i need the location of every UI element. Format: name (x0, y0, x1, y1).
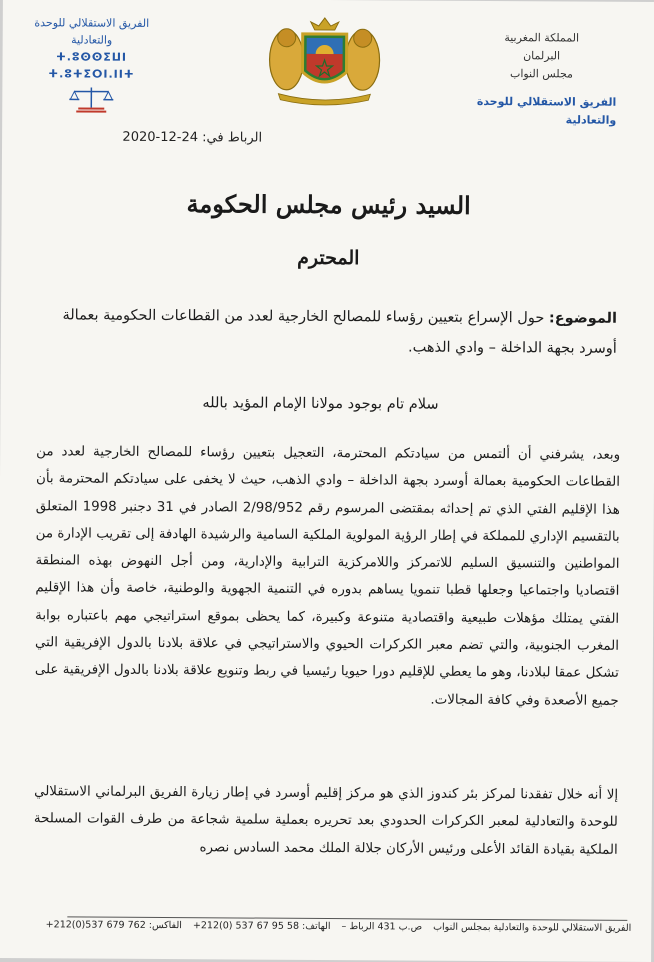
subject-text: حول الإسراع بتعيين رؤساء للمصالح الخارجية لعدد من القطاعات الحكومية بعمالة أوسرد بجهة الداخلة – وادي الذهب. (62, 307, 616, 356)
honorific: المحترم (1, 245, 654, 271)
kingdom-label: المملكة المغربية (467, 29, 617, 48)
header-left (16, 14, 167, 119)
footer-org: الفريق الاستقلالي للوحدة والتعادلية بمجلس النواب (433, 922, 631, 934)
body-paragraph-1: وبعد، يشرفني أن ألتمس من سيادتكم المحترمة، التعجيل بتعيين رؤساء للمصالح الخارجية لعدد من القطاعات الحكومية بعمالة أوسرد بجهة الداخلة – وادي الذهب، حيث لا يخفى على سيادتكم المحترمة بأن هذا الإقليم الفتي الذي تم إحداثه بمقتضى المرسوم رقم 2/98/952 الصادر في 31 دجنبر 1998 المتعلق بالتقسيم الإداري للمملكة في إطار الرؤية المولوية الملكية السامية والرشيدة الهادفة إلى تقريب الإدارة من المواطنين والتنسيق السليم للاتمركز واللامركزية الترابية والإدارية، ومن أجل النهوض بهذه المنطقة اقتصاديا واجتماعيا وجعلها قطبا تنمويا يساهم بدوره في التنمية الجهوية والوطنية، خاصة وأن هذا الإقليم الفتي يمتلك مؤهلات طبيعية واقتصادية متنوعة وكبيرة، كما يحظى بموقع استراتيجي مهم باعتباره بوابة المغرب الجنوبية، والتي تضم معبر الكركرات الحيوي والاستراتيجي في علاقة بلادنا بالدول الإفريقية التي تشكل عمقا لبلادنا، وهو ما يعطي للإقليم دورا حيويا رئيسيا في ربط وتنويع علاقة بلادنا بالدول الإفريقية على جميع الأصعدة وفي كافة المجالات. (35, 438, 621, 715)
header-right (466, 29, 617, 130)
parliament-label: البرلمان (467, 47, 617, 66)
group-name-tifinagh: ⵜ.ⵓⵙⵙⵉⵡⵏ ⵜ.ⵓⵜⵉⵔⵏ.ⵏⵏⵜ (16, 48, 166, 83)
royal-coat-of-arms-icon (264, 14, 385, 107)
subject-line (49, 300, 617, 363)
group-name-arabic: الفريق الاستقلالي للوحدة والتعادلية (17, 14, 167, 49)
scales-logo-icon (66, 85, 116, 113)
date-line: الرباط في: 24-12-2020 (42, 129, 262, 145)
footer-address: ص.ب 431 الرباط – (342, 921, 423, 932)
house-label: مجلس النواب (466, 65, 616, 84)
footer-phone: الهاتف: 58 95 67 537 (0)212+ (193, 920, 331, 932)
greeting-line: سلام تام بوجود مولانا الإمام المؤيد بالله (40, 394, 600, 413)
body-paragraph-2: إلا أنه خلال تفقدنا لمركز بئر كندوز الذي هو مركز إقليم أوسرد في إطار زيارة الفريق البرلماني الاستقلالي للوحدة والتعادلية لمعبر الكركرات الحدودي بعد تحريره بعملية سلمية شجاعة من طرف القوات المسلحة الملكية بقيادة القائد الأعلى ورئيس الأركان جلالة الملك محمد السادس نصره (34, 778, 618, 863)
group-name-right: الفريق الاستقلالي للوحدة والتعادلية (466, 93, 616, 130)
addressee-title: السيد رئيس مجلس الحكومة (2, 188, 654, 221)
subject-label: الموضوع: (549, 310, 617, 326)
footer-contact (57, 919, 635, 934)
footer-fax: الفاكس: 762 679 537(0)212+ (46, 919, 182, 931)
